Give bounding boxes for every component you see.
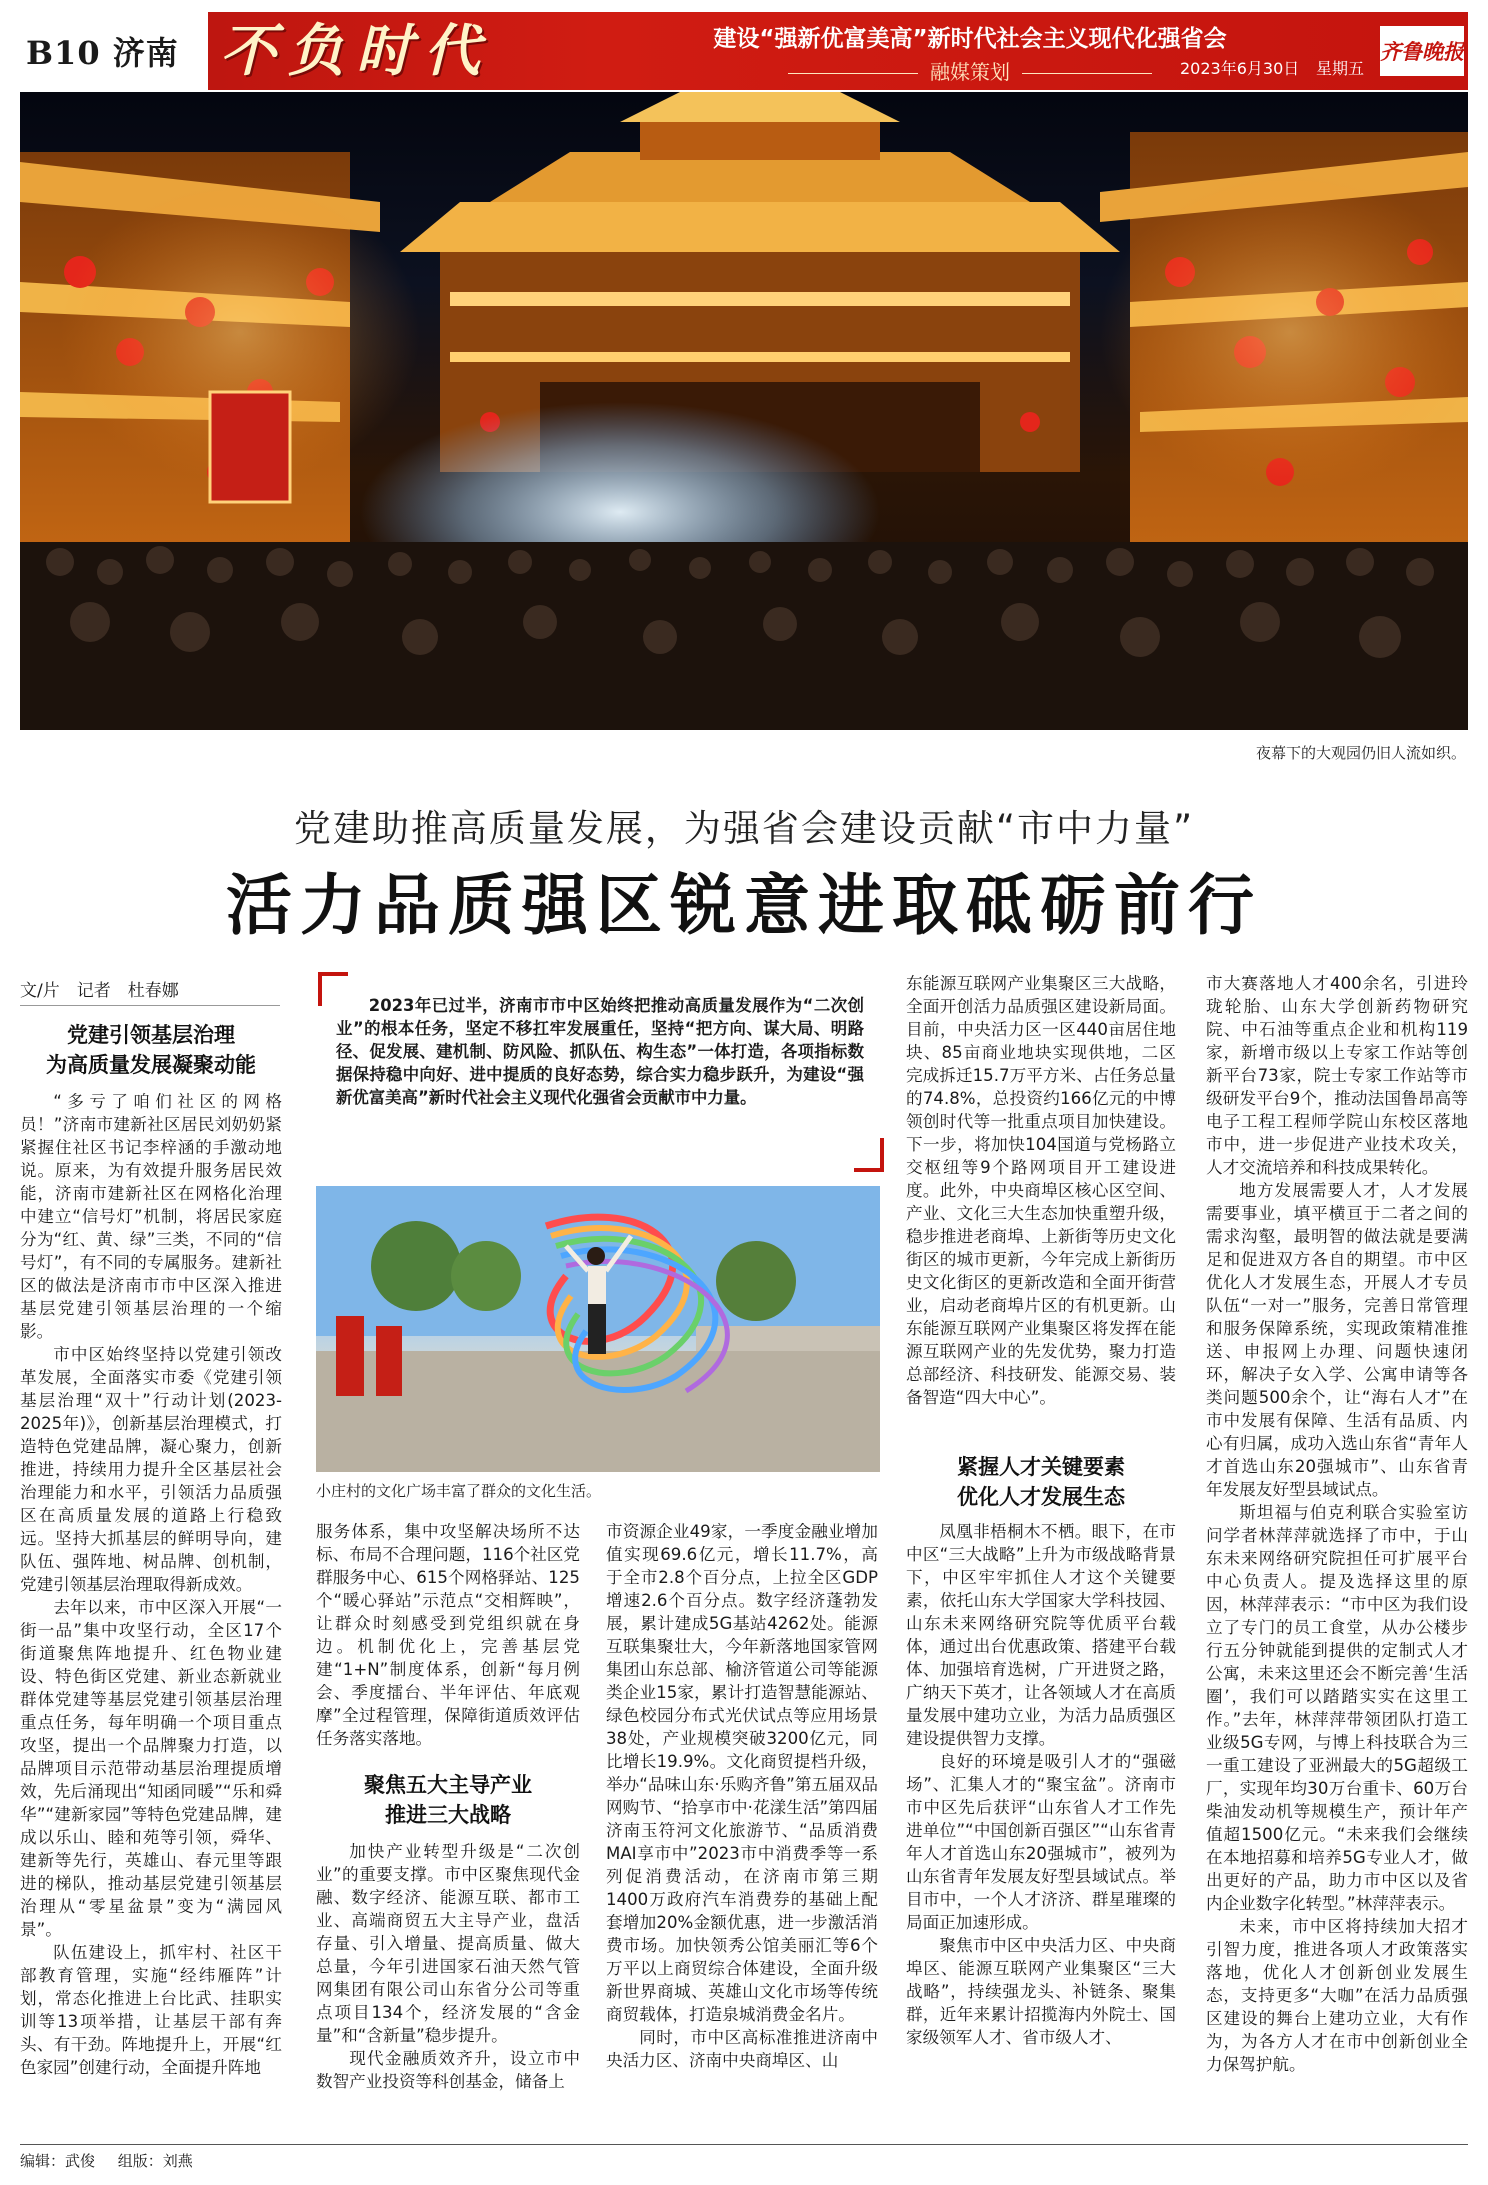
layout-credit: 组版：刘燕	[117, 2152, 193, 2170]
paragraph: “多亏了咱们社区的网格员！”济南市建新社区居民刘奶奶紧紧握住社区书记李梓涵的手激动地说。原来，为有效提升服务居民效能，济南市建新社区在网格化治理中建立“信号灯”机制，将居民家庭分为“红、黄、绿”三类，不同的“信号灯”，有不同的专属服务。建新社区的做法是济南市市中区深入推进基层党建引领基层治理的一个缩影。	[20, 1092, 282, 1341]
paragraph: 去年以来，市中区深入开展“一街一品”集中攻坚行动，全区17个街道聚焦阵地提升、红色物业建设、特色街区党建、新业态新就业群体党建等基层党建引领基层治理重点任务，每年明确一个项目重点攻坚，提出一个品牌聚力打造，以品牌项目示范带动基层治理提质增效，先后涌现出“知函同暖”“乐和舜华”“建新家园”等特色党建品牌，建成以乐山、睦和苑等引领，舜华、建新等先行，英雄山、春元里等跟进的梯队，推动基层党建引领基层治理从“零星盆景”变为“满园风景”。	[20, 1598, 282, 1939]
issue-date: 2023年6月30日	[1180, 59, 1300, 78]
kicker-headline: 党建助推高质量发展，为强省会建设贡献“市中力量”	[293, 807, 1195, 850]
column-5	[1206, 972, 1468, 2076]
paragraph: 未来，市中区将持续加大招才引智力度，推进各项人才政策落实落地，优化人才创新创业发展生态，支持更多“大咖”在活力品质强区建设的舞台上建功立业，大有作为，为各方人才在市中创新创业全力保驾护航。	[1206, 1917, 1468, 2074]
hero-photo	[20, 92, 1468, 730]
byline: 文/片 记者 杜春娜	[20, 976, 280, 1006]
masthead-slogan: 建设“强新优富美高”新时代社会主义现代化强省会	[713, 26, 1227, 52]
column-2	[316, 1520, 580, 1750]
paragraph: 良好的环境是吸引人才的“强磁场”、汇集人才的“聚宝盆”。济南市市中区先后获评“山东省人才工作先进单位”“中国创新百强区”“山东省青年人才首选山东20强城市”，被列为山东省青年发展友好型县域试点。举目市中，一个人才济济、群星璀璨的局面正加速形成。	[906, 1752, 1176, 1932]
paragraph: 地方发展需要人才，人才发展需要事业，填平横亘于二者之间的需求沟壑，最明智的做法就是要满足和促进双方各自的期望。市中区优化人才发展生态，开展人才专员队伍“一对一”服务，完善日常管理和服务保障系统，实现政策精准推送、申报网上办理、问题快速闭环，解决子女入学、公寓申请等各类问题500余个，让“海右人才”在市中发展有保障、生活有品质、内心有归属，成功入选山东省“青年人才首选山东20强城市”、山东省青年发展友好型县域试点。	[1206, 1181, 1468, 1499]
masthead-subtitle: 融媒策划	[660, 56, 1280, 85]
column-2-cont	[316, 1840, 580, 2093]
column-1	[20, 1090, 282, 2079]
dancer	[587, 1247, 605, 1265]
red-banner	[336, 1316, 364, 1396]
paragraph: 市资源企业49家，一季度金融业增加值实现69.6亿元，增长11.7%，高于全市2.8个百分点，上拉全区GDP增速2.6个百分点。数字经济蓬勃发展，累计建成5G基站4262处。能源互联集聚壮大，今年新落地国家管网集团山东总部、榆济管道公司等能源类企业15家，累计打造智慧能源站、绿色校园分布式光伏试点等应用场景38处，产业规模突破3200亿元，同比增长19.9%。文化商贸提档升级，举办“品味山东·乐购齐鲁”第五届双品网购节、“拾享市中·花漾生活”第四届济南玉符河文化旅游节、“品质消费MAI享市中”2023市中消费季等一系列促消费活动，在济南市第三期1400万政府汽车消费券的基础上配套增加20%金额优惠，进一步激活消费市场。加快领秀公馆美丽汇等6个万平以上商贸综合体建设，全面升级新世界商城、英雄山文化市场等传统商贸载体，打造泉城消费金名片。	[606, 1522, 878, 2024]
footer-divider	[20, 2144, 1468, 2145]
masthead	[20, 12, 1468, 90]
page-number: B10 济南	[20, 12, 208, 90]
main-headline: 活力品质强区锐意进取砥砺前行	[226, 866, 1262, 944]
photo2-caption: 小庄村的文化广场丰富了群众的文化生活。	[316, 1482, 602, 1500]
paragraph: 市中区始终坚持以党建引领改革发展，全面落实市委《党建引领基层治理“双十”行动计划(2023-2025年)》，创新基层治理模式，打造特色党建品牌，凝心聚力，创新推进，持续用力提升全区基层社会治理能力和水平，引领活力品质强区在高质量发展的道路上行稳致远。坚持大抓基层的鲜明导向，建队伍、强阵地、树品牌、创机制，党建引领基层治理取得新成效。	[20, 1345, 282, 1594]
hero-caption: 夜幕下的大观园仍旧人流如织。	[1255, 744, 1466, 762]
column-4-cont	[906, 1520, 1176, 2049]
corner-bracket	[854, 1138, 884, 1172]
paragraph: 队伍建设上，抓牢村、社区干部教育管理，实施“经纬雁阵”计划，常态化推进上台比武、挂职实训等13项举措，让基层干部有奔头、有干劲。阵地提升上，开展“红色家园”创建行动，全面提升阵地	[20, 1943, 282, 2077]
paragraph: 市大赛落地人才400余名，引进玲珑轮胎、山东大学创新药物研究院、中石油等重点企业和机构119家，新增市级以上专家工作站等创新平台73家，院士专家工作站等市级研发平台9个，推动法国鲁昂高等电子工程工程师学院山东校区落地市中，进一步促进产业技术攻关，人才交流培养和科技成果转化。	[1206, 974, 1468, 1177]
lead-box	[318, 972, 884, 1172]
paragraph: 斯坦福与伯克利联合实验室访问学者林萍萍就选择了市中，于山东未来网络研究院担任可扩展平台中心负责人。提及选择这里的原因，林萍萍表示：“市中区为我们设立了专门的员工食堂，从办公楼步行五分钟就能到提供的定制式人才公寓，未来这里还会不断完善‘生活圈’，我们可以踏踏实实在这里工作。”去年，林萍萍带领团队打造工业级5G专网，与博上科技联合为三一重工建设了亚洲最大的5G超级工厂，实现年均30万台重卡、60万台柴油发动机等规模生产，预计年产值超1500亿元。“未来我们会继续在本地招募和培养5G专业人才，做出更好的产品，助力市中区以及省内企业数字化转型。”林萍萍表示。	[1206, 1503, 1468, 1913]
section-title-2: 聚焦五大主导产业 推进三大战略	[364, 1772, 532, 1827]
paragraph: 同时，市中区高标准推进济南中央活力区、济南中央商埠区、山	[606, 2028, 878, 2070]
paragraph: 东能源互联网产业集聚区三大战略，全面开创活力品质强区建设新局面。目前，中央活力区一区440亩居住地块、85亩商业地块实现供地，二区完成拆迁15.7万平方米、占任务总量的74.8%，总投资约166亿元的中博领创时代等一批重点项目加快建设。下一步，将加快104国道与党杨路立交枢纽等9个路网项目开工建设进度。此外，中央商埠区核心区空间、产业、文化三大生态加快重塑升级，稳步推进老商埠、上新街等历史文化街区的城市更新，今年完成上新街历史文化街区的更新改造和全面开街营业，启动老商埠片区的有机更新。山东能源互联网产业集聚区将发挥在能源互联网产业的先发优势，聚力打造总部经济、科技研发、能源交易、装备智造“四大中心”。	[906, 974, 1176, 1407]
ribbon-dancer-illustration	[316, 1186, 880, 1472]
column-3	[606, 1520, 878, 2072]
newspaper-logo: 齐鲁晚报	[1380, 26, 1464, 76]
section-title-1: 党建引领基层治理 为高质量发展凝聚动能	[46, 1022, 256, 1077]
column-4	[906, 972, 1176, 1409]
column-logo: 不负时代	[220, 18, 492, 84]
section-title-3: 紧握人才关键要素 优化人才发展生态	[957, 1454, 1125, 1509]
paragraph: 凤凰非梧桐木不栖。眼下，在市中区“三大战略”上升为市级战略背景下，中区牢牢抓住人才这个关键要素，依托山东大学国家大学科技园、山东未来网络研究院等优质平台载体，通过出台优惠政策、搭建平台载体、加强培育选树，广开进贤之路，广纳天下英才，让各领域人才在高质量发展中建功立业，为活力品质强区建设提供智力支撑。	[906, 1522, 1176, 1748]
culture-square-photo	[316, 1186, 880, 1472]
editor-credit: 编辑：武俊	[20, 2152, 96, 2170]
lead-paragraph: 2023年已过半，济南市市中区始终把推动高质量发展作为“二次创业”的根本任务，坚定不移扛牢发展重任，坚持“把方向、谋大局、明路径、促发展、建机制、防风险、抓队伍、构生态”一体打造，各项指标数据保持稳中向好、进中提质的良好态势，综合实力稳步跃升，为建设“强新优富美高”新时代社会主义现代化强省会贡献市中力量。	[336, 996, 864, 1107]
night-market-illustration	[20, 92, 1468, 730]
paragraph: 加快产业转型升级是“二次创业”的重要支撑。市中区聚焦现代金融、数字经济、能源互联、都市工业、高端商贸五大主导产业，盘活存量、引入增量、提高质量、做大总量，今年引进国家石油天然气管网集团有限公司山东省分公司等重点项目134个，经济发展的“含金量”和“含新量”稳步提升。	[316, 1842, 580, 2045]
shop-sign	[210, 392, 290, 502]
paragraph: 服务体系，集中攻坚解决场所不达标、布局不合理问题，116个社区党群服务中心、615个网格驿站、125个“暖心驿站”示范点“交相辉映”，让群众时刻感受到党组织就在身边。机制优化上，完善基层党建“1+N”制度体系，创新“每月例会、季度擂台、半年评估、年底观摩”全过程管理，保障街道质效评估任务落实落地。	[316, 1522, 580, 1748]
paragraph: 聚焦市中区中央活力区、中央商埠区、能源互联网产业集聚区“三大战略”，持续强龙头、补链条、聚集群，近年来累计招揽海内外院士、国家级领军人才、省市级人才、	[906, 1936, 1176, 2047]
footer	[20, 2150, 211, 2171]
paragraph: 现代金融质效齐升，设立市中数智产业投资等科创基金，储备上	[316, 2049, 580, 2091]
issue-weekday: 星期五	[1316, 59, 1365, 78]
